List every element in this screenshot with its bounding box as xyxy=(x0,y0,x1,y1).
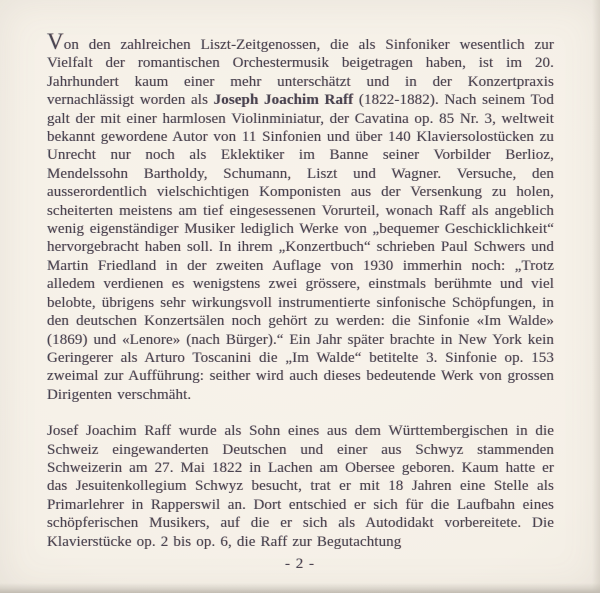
composer-name-bold: Joseph Joachim Raff xyxy=(213,92,354,109)
page-right-edge-shading xyxy=(592,0,600,593)
paragraph-raff-reception xyxy=(47,30,554,404)
paragraph-raff-biography: Josef Joachim Raff wurde als Sohn eines aus dem Württembergischen in die Schweiz eingewanderten Deutschen und einer aus Schwyz stammenden Schweizerin am 27. Mai 1822 in Lachen am Obersee geboren. Kaum hatte er das Jesuitenkollegium Schwyz besucht, trat er mit 18 Jahren eine Stelle als Primarlehrer in Rapperswil an. Dort entschied er sich für die Laufbahn eines schöpferischen Musikers, auf die er sich als Autodidakt vorbereitete. Die Klavierstücke op. 2 bis op. 6, die Raff zur Begutachtung xyxy=(47,423,554,550)
paragraph1-text-before-bold: on den zahlreichen Liszt-Zeitgenossen, die als Sinfoniker wesentlich zur Vielfalt der romantischen Orchestermusik beigetragen haben, ist im 20. Jahrhundert kaum einer mehr unterschätzt und in der Konzertpraxis vernachlässigt worden als xyxy=(47,37,554,109)
paragraph1-text-after-bold: (1822-1882). Nach seinem Tod galt der mit einer harmlosen Violinminiatur, der Cavatina op. 85 Nr. 3, weltweit bekannt gewordene Autor von 11 Sinfonien und über 140 Klaviersolostücken zu Unrecht nur noch als Eklektiker im Banne seiner Vorbilder Berlioz, Mendelssohn Bartholdy, Schumann, Liszt und Wagner. Versuche, den ausserordentlich vielschichtigen Komponisten aus der Versenkung zu holen, scheiterten meistens am tief eingesessenen Vorurteil, wonach Raff als angeblich wenig eigenständiger Musiker lediglich Werke von „bequemer Geschicklichkeit“ hervorgebracht haben soll. In ihrem „Konzertbuch“ schrieben Paul Schwers und Martin Friedland in der zweiten Auflage von 1930 immerhin noch: „Trotz alledem verdienen es wenigstens zwei grössere, einstmals berühmte und viel belobte, übrigens sehr wirkungsvoll instrumentierte sinfonische Schöpfungen, in den deutschen Konzertsälen noch gehört zu werden: die Sinfonie «Im Walde» (1869) und «Lenore» (nach Bürger).“ Ein Jahr später brachte in New York kein Geringerer als Arturo Toscanini die „Im Walde“ betitelte 3. Sinfonie op. 153 zweimal zur Aufführung: seither wird auch dieses bedeutende Werk von grossen Dirigenten verschmäht. xyxy=(47,92,554,403)
page-number: - 2 - xyxy=(285,556,315,572)
text-block xyxy=(47,30,554,551)
page-bottom-edge-shadow xyxy=(0,583,600,593)
paragraph-initial-capital: V xyxy=(47,29,64,54)
